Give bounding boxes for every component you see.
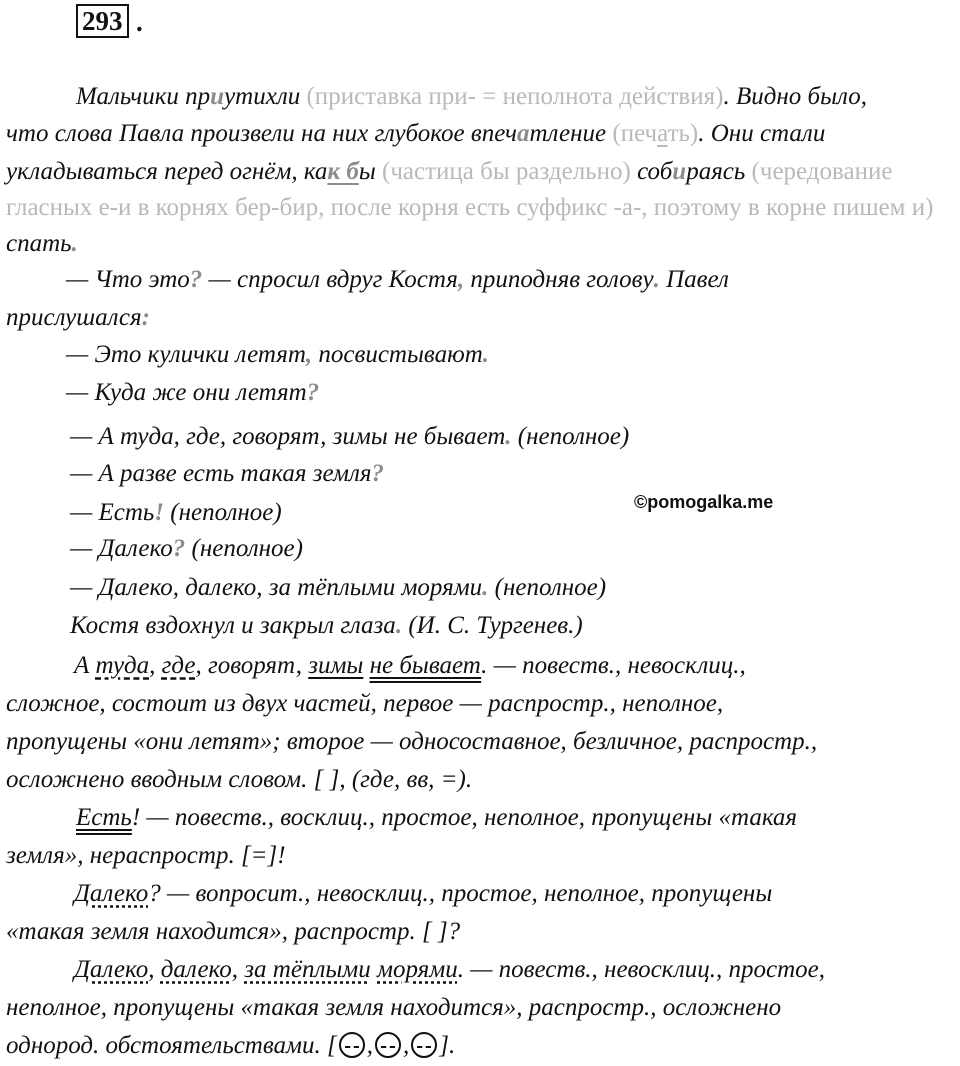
text-line: [6, 303, 150, 333]
text: Костя вздохнул и закрыл глаза: [70, 612, 396, 639]
text-line: [66, 340, 489, 370]
punct: ,: [457, 266, 465, 293]
text: (неполное): [511, 423, 630, 450]
punct: ?: [371, 460, 385, 487]
punct: .: [653, 266, 660, 293]
punct: .: [482, 341, 490, 368]
text: (неполное): [164, 499, 282, 526]
predicate-underline: Есть: [76, 804, 132, 831]
comment-letter: а: [657, 120, 668, 147]
punct: ?: [189, 266, 203, 293]
text-line: [66, 378, 319, 408]
text: (неполное): [488, 574, 607, 601]
text-line: [70, 534, 303, 564]
text-line: [66, 265, 729, 295]
text-line: [70, 498, 282, 528]
text: пропущены «они летят»; второе — односоставное, безличное, распростр.,: [6, 728, 818, 755]
text: (И. С. Тургенев.): [402, 612, 583, 639]
text: ,: [231, 956, 245, 983]
adverbial-underline: Далеко: [74, 880, 149, 907]
text-line: [6, 689, 723, 719]
text-line: [6, 229, 78, 259]
text-line: [74, 651, 746, 681]
text-line: [6, 841, 286, 871]
text: ].: [439, 1032, 456, 1059]
comment: (чередование: [751, 158, 893, 185]
text: ,: [402, 1032, 410, 1059]
punct: ?: [172, 535, 186, 562]
text: (неполное): [185, 535, 303, 562]
highlight-letters: к б: [327, 158, 359, 185]
text: посвистывают: [312, 341, 483, 368]
text: осложнено вводным словом. [ ], (где, вв, =).: [6, 766, 473, 793]
adverbial-underline: туда: [95, 652, 150, 679]
text: , говорят,: [195, 652, 309, 679]
text: земля», нераспростр. [=]!: [6, 842, 286, 869]
text: ,: [148, 956, 161, 983]
text: приподняв голову: [464, 266, 654, 293]
text-line: [70, 459, 384, 489]
text: — А туда, где, говорят, зимы не бывает: [70, 423, 506, 450]
text: Мальчики пр: [76, 83, 211, 110]
text: А: [74, 652, 96, 679]
text: ы: [358, 158, 382, 185]
punct: .: [482, 574, 489, 601]
exercise-number-dot: .: [136, 7, 143, 37]
highlight-letter: и: [672, 158, 687, 185]
predicate-underline: не бывает: [369, 652, 482, 679]
text-line: [70, 611, 583, 641]
punct: .: [395, 612, 403, 639]
text-line: [6, 727, 817, 757]
punct: .: [505, 423, 512, 450]
highlight-letter: и: [210, 83, 225, 110]
text: раясь: [686, 158, 752, 185]
text: что слова Павла произвели на них глубокое впеч: [6, 120, 517, 147]
text-line: [74, 879, 772, 909]
punct: :: [141, 304, 150, 331]
homogeneous-member-circle-icon: [411, 1032, 437, 1058]
text: однород. обстоятельствами. [: [6, 1032, 337, 1059]
text: — Что это: [66, 266, 190, 293]
text: — Это кулички летят: [66, 341, 306, 368]
homogeneous-member-circle-icon: [375, 1032, 401, 1058]
comment: ть): [667, 120, 699, 147]
text: . Видно было,: [723, 83, 867, 110]
text: ,: [366, 1032, 373, 1059]
text: — спросил вдруг Костя: [202, 266, 458, 293]
exercise-number: 293: [76, 4, 129, 38]
text: . — повеств., невосклиц., простое,: [457, 956, 826, 983]
comment: (приставка при- = неполнота действия): [306, 83, 724, 110]
punct: ?: [306, 379, 320, 406]
text: укладываться перед огнём, ка: [6, 158, 328, 185]
text-line: [70, 573, 606, 603]
text: . — повеств., невосклиц.,: [481, 652, 746, 679]
text: — Далеко: [70, 535, 173, 562]
text-line: [6, 917, 460, 947]
text-line: [70, 422, 629, 452]
adverbial-underline: где: [161, 652, 196, 679]
text-line: [6, 993, 781, 1023]
text-line: [74, 955, 825, 985]
text: соб: [630, 158, 673, 185]
text-line: [6, 157, 892, 187]
text: сложное, состоит из двух частей, первое — распростр., неполное,: [6, 690, 724, 717]
comment: гласных е-и в корнях бер-бир, после корня есть суффикс -а-, поэтому в корне пишем и): [6, 194, 934, 221]
text: Павел: [659, 266, 729, 293]
text: — А разве есть такая земля: [70, 460, 372, 487]
comment: (печ: [612, 120, 658, 147]
adverbial-underline: за тёплыми: [244, 956, 371, 983]
text: неполное, пропущены «такая земля находится», распростр., осложнено: [6, 994, 782, 1021]
text-line: [6, 765, 472, 795]
text: утихли: [224, 83, 307, 110]
adverbial-underline: морями: [377, 956, 458, 983]
text: ? — вопросит., невосклиц., простое, неполное, пропущены: [148, 880, 773, 907]
comment: (частица бы раздельно): [382, 158, 631, 185]
text: — Далеко, далеко, за тёплыми морями: [70, 574, 483, 601]
punct: !: [154, 499, 165, 526]
text-line: [76, 803, 797, 833]
text: — Есть: [70, 499, 155, 526]
text: ,: [149, 652, 162, 679]
text: тление: [529, 120, 613, 147]
text: «такая земля находится», распростр. [ ]?: [6, 918, 461, 945]
punct: ,: [305, 341, 313, 368]
text-line: [6, 193, 933, 223]
adverbial-underline: Далеко: [74, 956, 149, 983]
text: прислушался: [6, 304, 142, 331]
text: . Они стали: [698, 120, 826, 147]
text-line: [6, 119, 825, 149]
subject-underline: зимы: [308, 652, 364, 679]
text-line: [76, 82, 867, 112]
homogeneous-member-circle-icon: [339, 1032, 365, 1058]
watermark: ©pomogalka.me: [634, 492, 774, 512]
adverbial-underline: далеко: [160, 956, 232, 983]
punct: .: [71, 230, 78, 257]
text: спать: [6, 230, 72, 257]
text: — Куда же они летят: [66, 379, 307, 406]
highlight-letter: а: [516, 120, 530, 147]
text: ! — повеств., восклиц., простое, неполное, пропущены «такая: [131, 804, 798, 831]
text-line: [6, 1031, 455, 1061]
